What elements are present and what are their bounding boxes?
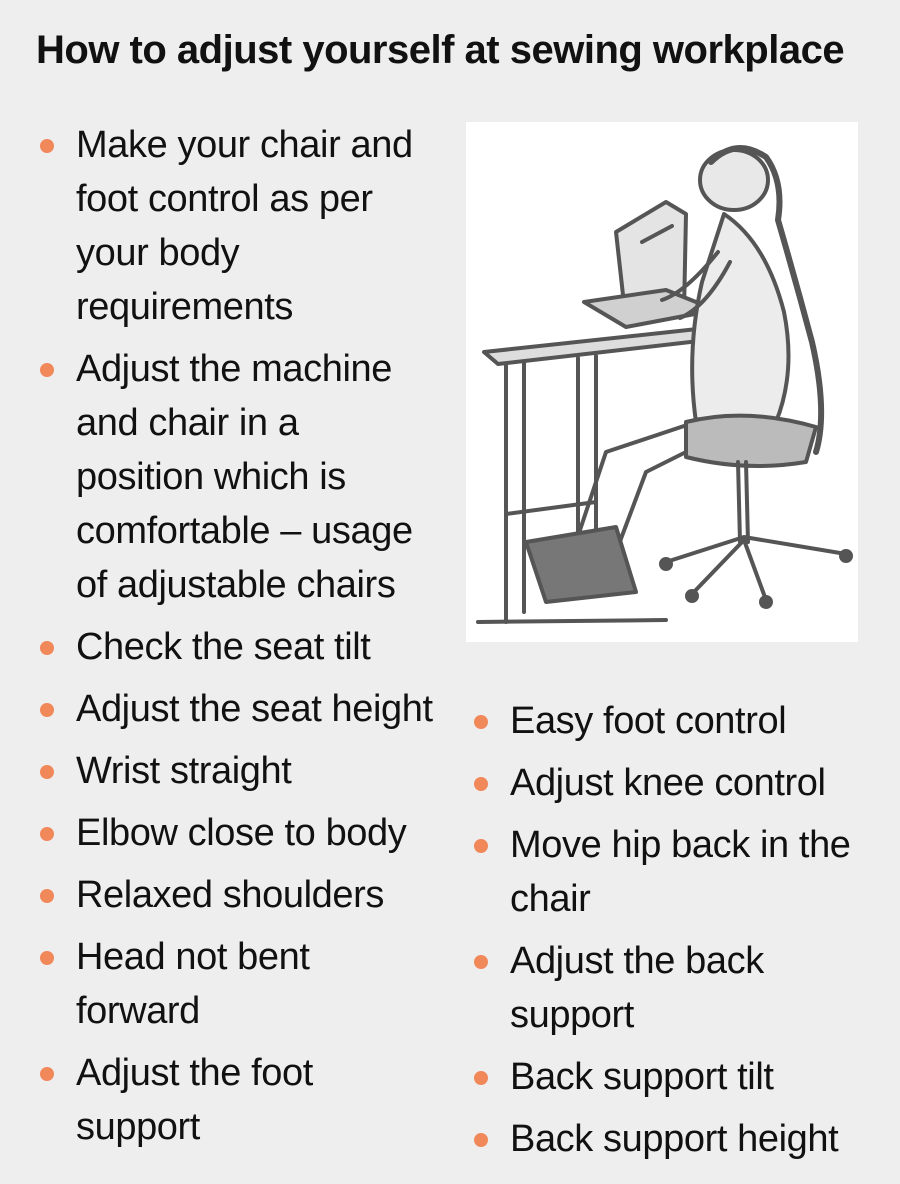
list-item-text: Adjust the foot support xyxy=(76,1052,313,1148)
list-item-text: Adjust the machine and chair in a position which is comfortable – usage of adjustable chairs xyxy=(76,348,413,606)
list-item-text: Head not bent forward xyxy=(76,936,310,1032)
bullet-icon xyxy=(40,139,54,153)
bullet-icon xyxy=(40,641,54,655)
list-item-text: Back support height xyxy=(510,1118,839,1160)
list-item-text: Easy foot control xyxy=(510,700,787,742)
list-item xyxy=(470,756,880,810)
bullet-icon xyxy=(474,839,488,853)
bullet-icon xyxy=(40,827,54,841)
list-item-text: Make your chair and foot control as per your body requirements xyxy=(76,124,413,328)
seated-sewing-worker-illustration xyxy=(466,122,858,642)
list-item xyxy=(36,744,436,798)
list-item xyxy=(36,1046,436,1154)
list-item xyxy=(470,1112,880,1166)
bullet-icon xyxy=(40,1067,54,1081)
bullet-icon xyxy=(474,955,488,969)
illustration-svg xyxy=(466,122,858,642)
list-item xyxy=(36,806,436,860)
list-item xyxy=(470,934,880,1042)
list-item xyxy=(36,620,436,674)
bullet-icon xyxy=(40,363,54,377)
bullet-icon xyxy=(40,765,54,779)
list-item xyxy=(36,342,436,612)
left-checklist xyxy=(36,118,436,1162)
list-item xyxy=(36,930,436,1038)
list-item-text: Check the seat tilt xyxy=(76,626,371,668)
bullet-icon xyxy=(474,1071,488,1085)
bullet-icon xyxy=(40,703,54,717)
list-item-text: Move hip back in the chair xyxy=(510,824,851,920)
list-item xyxy=(36,868,436,922)
bullet-icon xyxy=(40,889,54,903)
list-item-text: Back support tilt xyxy=(510,1056,774,1098)
list-item-text: Relaxed shoulders xyxy=(76,874,384,916)
list-item-text: Wrist straight xyxy=(76,750,292,792)
bullet-icon xyxy=(474,777,488,791)
list-item xyxy=(470,694,880,748)
right-checklist xyxy=(470,694,880,1174)
list-item-text: Adjust the seat height xyxy=(76,688,433,730)
bullet-icon xyxy=(474,715,488,729)
list-item xyxy=(36,682,436,736)
list-item xyxy=(36,118,436,334)
bullet-icon xyxy=(474,1133,488,1147)
list-item-text: Adjust the back support xyxy=(510,940,764,1036)
list-item xyxy=(470,818,880,926)
list-item-text: Elbow close to body xyxy=(76,812,407,854)
bullet-icon xyxy=(40,951,54,965)
list-item-text: Adjust knee control xyxy=(510,762,826,804)
page-title: How to adjust yourself at sewing workplace xyxy=(36,28,845,72)
list-item xyxy=(470,1050,880,1104)
